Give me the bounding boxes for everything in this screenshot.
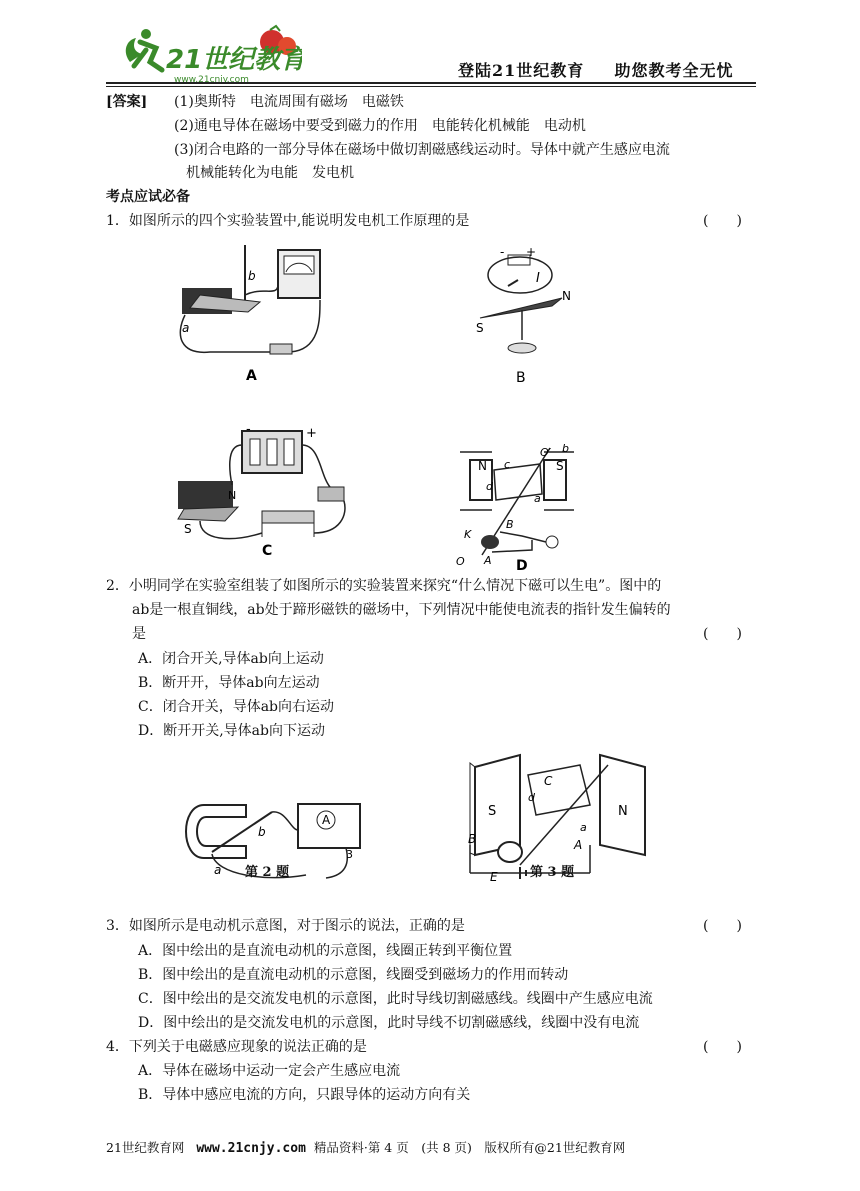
label-n-b: N bbox=[562, 289, 571, 303]
q2-figure-caption: 第 2 题 bbox=[245, 865, 290, 880]
q4-stem: 4．下列关于电磁感应现象的说法正确的是 bbox=[106, 1039, 367, 1055]
label-upper-b-d: B bbox=[506, 518, 514, 531]
label-plus: + bbox=[526, 245, 537, 259]
q4-answer-paren: ( ) bbox=[703, 1039, 742, 1055]
label-a: a bbox=[182, 321, 190, 335]
label-minus-c: - bbox=[246, 425, 251, 437]
section-title: 考点应试必备 bbox=[106, 189, 190, 205]
q2-option-d: D．断开开关,导体ab向下运动 bbox=[138, 723, 325, 739]
label-upper-a-d: A bbox=[484, 554, 492, 567]
page-footer bbox=[106, 1138, 625, 1156]
answer-line-1: (1)奥斯特 电流周围有磁场 电磁铁 bbox=[174, 94, 404, 110]
q3-label-b: B bbox=[468, 832, 477, 846]
label-n-d: N bbox=[478, 459, 487, 473]
header-slogan bbox=[458, 58, 733, 81]
label-d-d: d bbox=[486, 480, 493, 493]
answer-line-3: (3)闭合电路的一部分导体在磁场中做切割磁感线运动时。导体中就产生感应电流 bbox=[174, 142, 670, 158]
logo-graphic bbox=[112, 22, 302, 86]
q3-figure-caption: 第 3 题 bbox=[530, 865, 575, 880]
q2-label-b: b bbox=[258, 825, 266, 839]
label-c-d: c bbox=[504, 458, 511, 471]
q3-stem: 3．如图所示是电动机示意图，对于图示的说法，正确的是 bbox=[106, 918, 465, 934]
q2-label-a: a bbox=[214, 863, 222, 877]
q2-stem-2: ab是一根直铜线，ab处于蹄形磁铁的磁场中，下列情况中能使电流表的指针发生偏转的 bbox=[132, 602, 671, 618]
q3-label-d: d bbox=[528, 791, 535, 804]
logo-text: 21世纪教育 bbox=[166, 45, 302, 75]
q2-meter-label: A bbox=[322, 813, 331, 827]
q3-option-c: C．图中绘出的是交流发电机的示意图，此时导线切割磁感线。线圈中产生感应电流 bbox=[138, 991, 653, 1007]
q2-stem-3: 是 bbox=[132, 626, 146, 642]
q2-answer-paren: ( ) bbox=[703, 626, 742, 642]
q4-option-b: B．导体中感应电流的方向，只跟导体的运动方向有关 bbox=[138, 1087, 471, 1103]
label-minus: - bbox=[500, 245, 505, 259]
label-plus-c: + bbox=[306, 426, 317, 441]
label-b-d: b bbox=[562, 442, 569, 455]
q1-figure-b bbox=[470, 240, 580, 390]
q3-option-a: A．图中绘出的是直流电动机的示意图，线圈正转到平衡位置 bbox=[138, 943, 513, 959]
footer-rest: 精品资料·第 4 页 (共 8 页) 版权所有@21世纪教育网 bbox=[313, 1140, 626, 1155]
q3-label-s: S bbox=[488, 804, 497, 819]
label-i: I bbox=[536, 271, 540, 286]
header-rule-thin bbox=[106, 86, 756, 87]
q3-label-c: C bbox=[544, 774, 553, 788]
site-logo bbox=[112, 22, 302, 86]
q3-label-n: N bbox=[618, 804, 628, 819]
label-s-d: S bbox=[556, 459, 564, 473]
logo-url: www.21cnjy.com bbox=[174, 75, 249, 85]
slogan-login: 登陆21世纪教育 bbox=[458, 61, 585, 80]
answer-label: [答案] bbox=[106, 94, 148, 110]
header-rule bbox=[106, 82, 756, 84]
label-a-d: a bbox=[534, 492, 541, 505]
footer-site-name: 21世纪教育网 bbox=[106, 1140, 185, 1155]
label-o-d: O bbox=[456, 555, 465, 568]
label-oprime-d: O′ bbox=[540, 446, 552, 459]
q3-option-d: D．图中绘出的是交流发电机的示意图，此时导线不切割磁感线，线圈中没有电流 bbox=[138, 1015, 640, 1031]
fig-label-a: A bbox=[246, 368, 257, 384]
label-n-c: N bbox=[228, 489, 237, 502]
q2-option-b: B．断开开，导体ab向左运动 bbox=[138, 675, 320, 691]
label-k-d: K bbox=[464, 528, 472, 541]
q3-label-e: E bbox=[490, 870, 498, 884]
q4-option-a: A．导体在磁场中运动一定会产生感应电流 bbox=[138, 1063, 401, 1079]
q2-stem-1: 2．小明同学在实验室组装了如图所示的实验装置来探究“什么情况下磁可以生电”。图中的 bbox=[106, 578, 662, 594]
q3-label-a: a bbox=[580, 821, 587, 834]
answer-line-4: 机械能转化为电能 发电机 bbox=[186, 165, 354, 181]
fig-label-c: C bbox=[262, 543, 273, 559]
fig-label-d: D bbox=[516, 558, 528, 574]
label-s-c: S bbox=[184, 522, 192, 536]
q3-option-b: B．图中绘出的是直流电动机的示意图，线圈受到磁场力的作用而转动 bbox=[138, 967, 569, 983]
slogan-tagline: 助您教考全无忧 bbox=[614, 61, 734, 80]
q2-option-a: A．闭合开关,导体ab向上运动 bbox=[138, 651, 324, 667]
q1-stem: 1．如图所示的四个实验装置中,能说明发电机工作原理的是 bbox=[106, 213, 470, 229]
footer-url[interactable]: www.21cnjy.com bbox=[196, 1141, 306, 1156]
label-s-b: S bbox=[476, 321, 484, 335]
q3-answer-paren: ( ) bbox=[703, 918, 742, 934]
q1-answer-paren: ( ) bbox=[703, 213, 742, 229]
q3-label-upper-a: A bbox=[574, 838, 583, 852]
q1-figure-a bbox=[170, 240, 340, 385]
fig-label-b: B bbox=[516, 370, 526, 386]
answer-line-2: (2)通电导体在磁场中要受到磁力的作用 电能转化机械能 电动机 bbox=[174, 118, 586, 134]
q1-figure-c bbox=[170, 425, 360, 560]
q2-label-3: 3 bbox=[346, 848, 353, 861]
q1-figure-d bbox=[452, 440, 582, 575]
q2-option-c: C．闭合开关，导体ab向右运动 bbox=[138, 699, 335, 715]
label-b: b bbox=[248, 269, 256, 283]
